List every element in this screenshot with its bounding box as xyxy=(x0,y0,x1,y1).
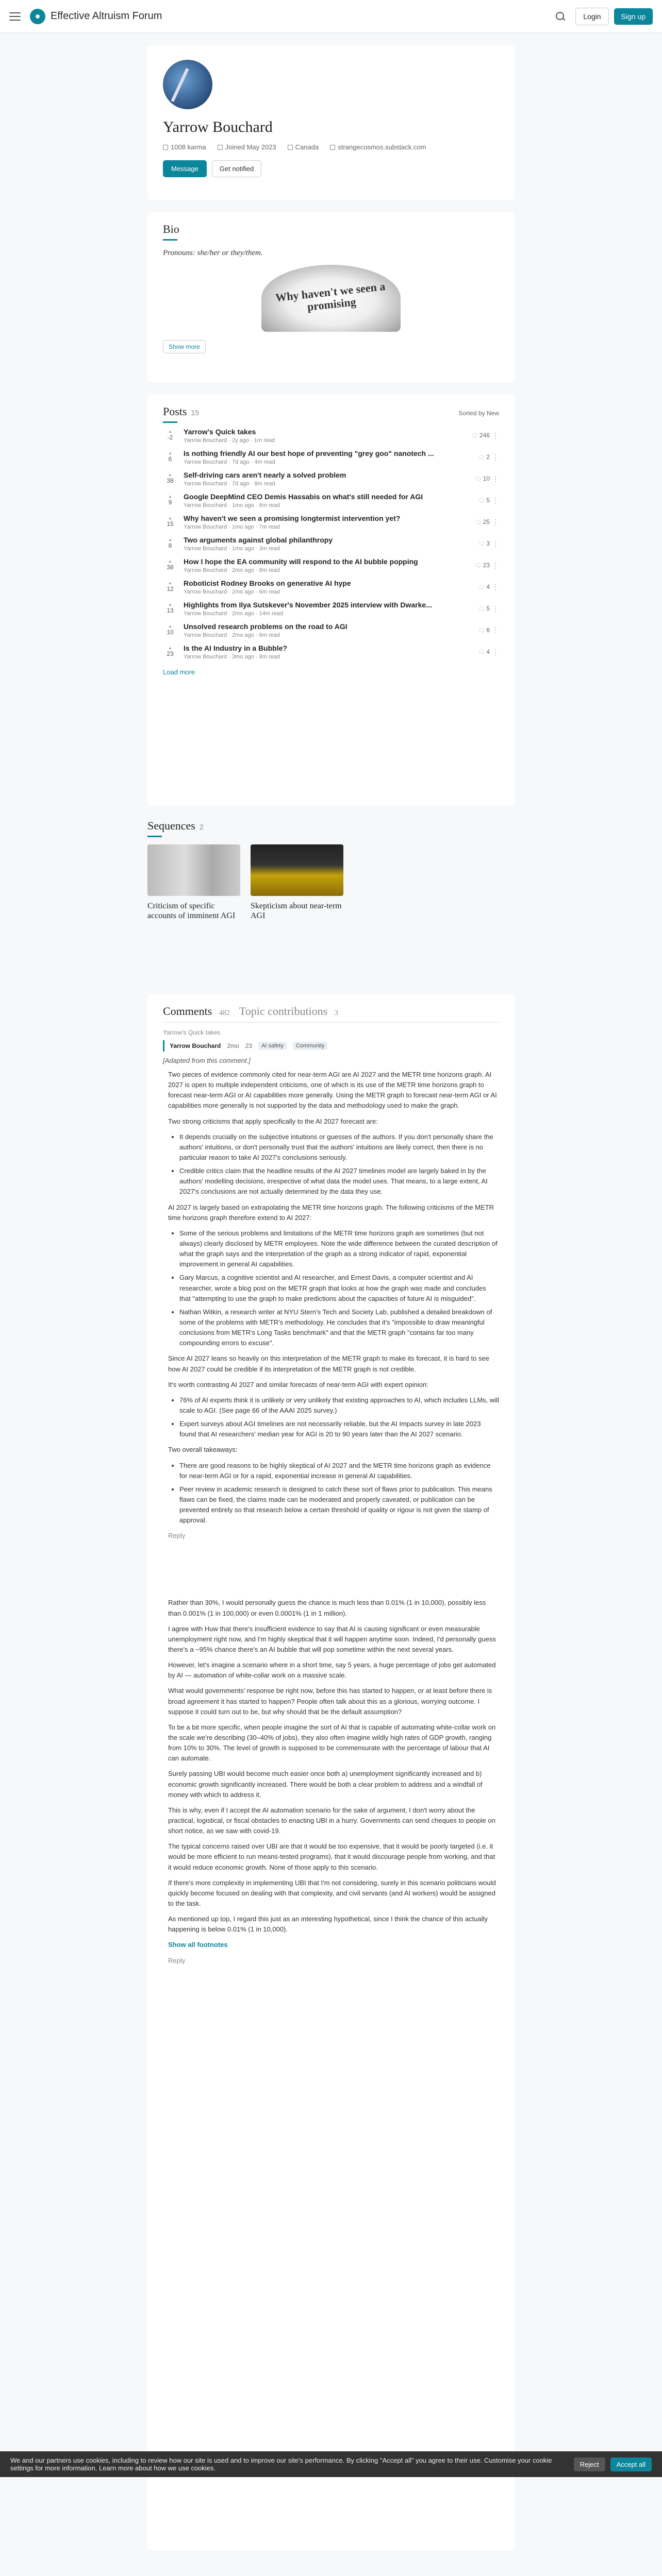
more-options-icon[interactable]: ⋮ xyxy=(492,647,499,656)
more-options-icon[interactable]: ⋮ xyxy=(492,561,499,569)
location-stat: Canada xyxy=(288,143,319,151)
post-title[interactable]: Roboticist Rodney Brooks on generative AI hype xyxy=(184,579,351,587)
post-meta: Yarrow Bouchard · 7d ago · 8m read xyxy=(184,480,275,487)
top-navigation-bar xyxy=(0,0,662,33)
cookie-banner xyxy=(0,2451,662,2477)
sort-dropdown[interactable]: Sorted by New xyxy=(458,410,499,417)
comment-paragraph: Two overall takeaways: xyxy=(168,1446,238,1454)
bio-title: Bio xyxy=(163,223,179,235)
comment-paragraph: Two strong criticisms that apply specifically to the AI 2027 forecast are: xyxy=(168,1117,378,1125)
sequence-card[interactable] xyxy=(147,844,240,921)
comment-list xyxy=(179,1228,499,1349)
post-karma[interactable]: ▲ 15 xyxy=(163,516,177,528)
post-meta: Yarrow Bouchard · 1mo ago · 6m read xyxy=(184,502,280,509)
comment-paragraph: It's worth contrasting AI 2027 and similar forecasts of near-term AGI with expert opinion: xyxy=(168,1380,428,1388)
comment-tagline: [Adapted from this comment.] xyxy=(163,1057,251,1064)
sequence-title: Skepticism about near-term AGI xyxy=(251,902,342,921)
post-karma[interactable]: ▲ 9 xyxy=(163,495,177,506)
signup-button[interactable]: Sign up xyxy=(614,8,653,25)
post-row[interactable] xyxy=(163,513,499,531)
sequences-title: Sequences xyxy=(147,819,195,832)
tab-topic-contributions[interactable]: Topic contributions 3 xyxy=(239,1005,338,1018)
profile-meta xyxy=(163,143,499,151)
reply-link[interactable]: Reply xyxy=(168,1532,186,1540)
tab-comments[interactable]: Comments 482 xyxy=(163,1005,230,1018)
star-icon xyxy=(163,145,168,150)
post-title[interactable]: Two arguments against global philanthropy xyxy=(184,535,333,544)
post-karma[interactable]: ▲ 10 xyxy=(163,624,177,636)
comment-list-item: • There are good reasons to be highly skeptical of AI 2027 and the METR time horizons graph as evidence for near-term AGI or for a rapid, exponential increase in general AI capabilities. xyxy=(179,1461,499,1481)
sequences-count: 2 xyxy=(199,823,204,831)
post-meta: Yarrow Bouchard · 2mo ago · 6m read xyxy=(184,632,280,638)
comment-paragraph: This is why, even if I accept the AI automation scenario for the sake of argument, I don't worry about the practical, logistical, or fiscal obstacles to enacting UBI in a hurry. Governments can send cheques to people on short notice, as we saw with covid-19. xyxy=(168,1806,495,1835)
post-karma[interactable]: ▲ 12 xyxy=(163,581,177,592)
bio-image-text: Why haven't we seen a promising xyxy=(274,279,386,313)
comment-paragraph: Surely passing UBI would become much easier once both a) unemployment significantly increased and b) economic growth significantly increased. There would be both a clear problem to address and a windfall of money with which to address it. xyxy=(168,1770,483,1799)
login-button[interactable]: Login xyxy=(575,8,608,25)
comment-context-link[interactable]: Yarrow's Quick takes xyxy=(163,1029,221,1036)
show-all-footnotes-link[interactable]: Show all footnotes xyxy=(168,1941,228,1949)
more-options-icon[interactable]: ⋮ xyxy=(492,539,499,548)
post-comment-count[interactable]: 🗨 5 xyxy=(467,497,490,504)
post-title[interactable]: How I hope the EA community will respond to the AI bubble popping xyxy=(184,557,418,566)
comment-paragraph: As mentioned up top, I regard this just as an interesting hypothetical, since I think the chance of this actually happening is below 0.01% (1 in 10,000). xyxy=(168,1915,488,1934)
comment-paragraph: What would governments' response be right now, before this has started to happen, or at least before there is broad agreement it has started to happen? People often talk about this as a glorious, worrying outcome. I suppose it could turn out to be, but why should that be the default assumption? xyxy=(168,1687,492,1716)
post-comment-count[interactable]: 🗨 2 xyxy=(467,453,490,461)
get-notified-button[interactable]: Get notified xyxy=(212,160,262,177)
comment-list-item: • 76% of AI experts think it is unlikely or very unlikely that existing approaches to AI, which includes LLMs, will scale to AGI. (See page 66 of the AAAI 2025 survey.) xyxy=(179,1395,499,1416)
post-comment-count[interactable]: 🗨 246 xyxy=(467,432,490,439)
post-title[interactable]: Unsolved research problems on the road to AGI xyxy=(184,622,347,631)
post-row[interactable] xyxy=(163,621,499,639)
more-options-icon[interactable]: ⋮ xyxy=(492,625,499,634)
post-comment-count[interactable]: 🗨 5 xyxy=(467,605,490,612)
load-more-link[interactable]: Load more xyxy=(163,668,195,676)
comment-paragraph: However, let's imagine a scenario where in a short time, say 5 years, a huge percentage of jobs get automated by AI — automation of white-collar work on a massive scale. xyxy=(168,1661,496,1680)
post-meta: Yarrow Bouchard · 2mo ago · 6m read xyxy=(184,588,280,595)
post-title[interactable]: Is nothing friendly AI our best hope of preventing "grey goo" nanotech ... xyxy=(184,449,434,457)
site-logo-icon[interactable]: ● xyxy=(30,9,45,24)
post-meta: Yarrow Bouchard · 2y ago · 1m read xyxy=(184,437,275,444)
show-more-button[interactable]: Show more xyxy=(163,340,206,353)
comment-tag[interactable]: AI safety xyxy=(258,1042,287,1050)
more-options-icon[interactable]: ⋮ xyxy=(492,582,499,591)
post-karma[interactable]: ▲ 6 xyxy=(163,451,177,463)
profile-card xyxy=(147,45,515,200)
post-list xyxy=(163,426,499,661)
post-row[interactable] xyxy=(163,469,499,488)
post-meta: Yarrow Bouchard · 1mo ago · 7m read xyxy=(184,523,280,530)
karma-stat: 1008 karma xyxy=(163,143,206,151)
cookie-text: We and our partners use cookies, including to review how our site is used and to improve our site's performance. By clicking "Accept all" you agree to their use. Customise your cookie settings for more information. Learn more about how we use cookies. xyxy=(10,2456,552,2472)
more-options-icon[interactable]: ⋮ xyxy=(492,452,499,461)
post-row[interactable] xyxy=(163,448,499,466)
post-row[interactable] xyxy=(163,534,499,553)
comments-section xyxy=(147,994,515,2550)
post-meta: Yarrow Bouchard · 2mo ago · 14m read xyxy=(184,610,283,617)
post-meta: Yarrow Bouchard · 7d ago · 4m read xyxy=(184,459,275,465)
comment-body xyxy=(163,1070,499,1966)
posts-count: 15 xyxy=(191,409,200,417)
website-link[interactable]: strangecosmos.substack.com xyxy=(330,143,426,151)
comment-list xyxy=(179,1132,499,1197)
menu-icon[interactable] xyxy=(9,12,21,21)
reply-link[interactable]: Reply xyxy=(168,1956,186,1964)
divider xyxy=(163,421,177,423)
more-options-icon[interactable]: ⋮ xyxy=(492,604,499,613)
post-karma[interactable]: ▲ 38 xyxy=(163,473,177,484)
more-options-icon[interactable]: ⋮ xyxy=(492,496,499,504)
comment-paragraph: I agree with Huw that there's insufficient evidence to say that AI is causing significant or even measurable unemployment right now, and I'm highly skeptical that it will happen anytime soon. Indeed, I'd personally guess there's a ~95% chance there's an AI bubble that will pop sometime within the next several years. xyxy=(168,1624,496,1654)
site-name[interactable]: Effective Altruism Forum xyxy=(51,10,162,22)
post-meta: Yarrow Bouchard · 1mo ago · 3m read xyxy=(184,545,280,552)
more-options-icon[interactable]: ⋮ xyxy=(492,517,499,526)
comment-paragraph: To be a bit more specific, when people imagine the sort of AI that is capable of automating white-collar work on the scale we're describing (30–40% of jobs), they also often imagine wildly high rates of GDP growth, ranging from 10% to 30%. The level of growth is supposed to be commensurate with the percentage of labour that AI can automate. xyxy=(168,1723,496,1762)
link-icon xyxy=(330,145,335,150)
comment-paragraph: Rather than 30%, I would personally guess the chance is much less than 0.01% (1 in 10,000), possibly less than 0.001% (1 in 100,000) or even 0.0001% (1 in 1 million). xyxy=(168,1599,486,1617)
comment-list-item: • Nathan Witkin, a research writer at NYU Stern's Tech and Society Lab, published a detailed breakdown of some of the problems with METR's methodology. He concludes that it's "impossible to draw meaningful conclusions from METR's Long Tasks benchmark" and that the METR graph "contains far too many compounding errors to excuse". xyxy=(179,1307,499,1349)
divider xyxy=(163,239,177,241)
post-row[interactable] xyxy=(163,642,499,661)
sequence-card[interactable] xyxy=(251,844,343,921)
post-karma[interactable]: ▲ 23 xyxy=(163,646,177,657)
comment-list-item: • Some of the serious problems and limitations of the METR time horizons graph are sometimes (but not always) clearly disclosed by METR employees. Note the wide difference between the curated description of what the graph says and the interpretation of the graph as a strong indicator of rapid, exponential improvement in general AI capabilities. xyxy=(179,1228,499,1270)
profile-name: Yarrow Bouchard xyxy=(163,118,273,135)
bio-text: Pronouns: she/her or they/them. xyxy=(163,249,263,257)
comment-paragraph: Since AI 2027 leans so heavily on this interpretation of the METR graph to make its forecast, it is hard to see how AI 2027 could be credible if its interpretation of the METR graph is not credible. xyxy=(168,1354,489,1373)
comment-header xyxy=(163,1040,499,1052)
divider xyxy=(147,836,162,837)
comment-time: 2mo xyxy=(227,1042,239,1049)
location-icon xyxy=(288,145,293,150)
comment-list-item: • Expert surveys about AGI timelines are not necessarily reliable, but the AI Impacts survey in late 2023 found that AI researchers' median year for AGI is 20 to 90 years later than the AI 2027 scenario. xyxy=(179,1419,499,1439)
message-button[interactable]: Message xyxy=(163,160,207,177)
more-options-icon[interactable]: ⋮ xyxy=(492,431,499,439)
posts-title: Posts xyxy=(163,405,187,418)
comment-list-item: • Gary Marcus, a cognitive scientist and AI researcher, and Ernest Davis, a computer scientist and AI researcher, wrote a blog post on the METR graph that looks at how the graph was made and concludes that "attempting to use the graph to make predictions about the capacities of future AI is misguided". xyxy=(179,1273,499,1303)
search-icon[interactable] xyxy=(555,11,566,22)
comment-paragraph: The typical concerns raised over UBI are that it would be too expensive, that it would be poorly targeted (i.e. it would be more efficient to run means-tested programs), that it would discourage people from working, and that it would reduce economic growth. None of those apply to this scenario. xyxy=(168,1842,495,1871)
post-title[interactable]: Yarrow's Quick takes xyxy=(184,427,256,436)
sequence-image xyxy=(251,844,343,896)
post-comment-count[interactable]: 🗨 4 xyxy=(467,583,490,590)
post-karma[interactable]: ▲ 13 xyxy=(163,603,177,614)
post-comment-count[interactable]: 🗨 6 xyxy=(467,626,490,634)
comment-list-item: • It depends crucially on the subjective intuitions or guesses of the authors. If you don't personally share the authors' intuitions, or don't personally trust that the authors' intuitions are likely correct, then there is no particular reason to take AI 2027's conclusions seriously. xyxy=(179,1132,499,1163)
post-comment-count[interactable]: 🗨 23 xyxy=(467,562,490,569)
accept-cookies-button[interactable]: Accept all xyxy=(610,2458,652,2471)
post-row[interactable] xyxy=(163,578,499,596)
comment-paragraph: If there's more complexity in implementing UBI that I'm not considering, surely in this scenario politicians would quickly become focused on dealing with that complexity, and civil servants (and AI workers) would be assigned to the task. xyxy=(168,1878,496,1907)
comment-tag[interactable]: Community xyxy=(293,1042,328,1050)
post-comment-count[interactable]: 🗨 3 xyxy=(467,540,490,547)
post-title[interactable]: Google DeepMind CEO Demis Hassabis on what's still needed for AGI xyxy=(184,492,423,501)
post-meta: Yarrow Bouchard · 2mo ago · 8m read xyxy=(184,567,280,573)
post-title[interactable]: Why haven't we seen a promising longtermist intervention yet? xyxy=(184,514,401,522)
bio-section xyxy=(147,212,515,382)
post-karma[interactable]: ▲ 38 xyxy=(163,560,177,571)
sequences-section xyxy=(147,819,515,984)
post-row[interactable] xyxy=(163,426,499,445)
comment-list xyxy=(179,1395,499,1440)
sequence-title: Criticism of specific accounts of imminent AGI xyxy=(147,902,236,921)
bio-image xyxy=(261,265,401,332)
posts-section xyxy=(147,395,515,806)
comment-list xyxy=(179,1461,499,1526)
post-title[interactable]: Self-driving cars aren't nearly a solved problem xyxy=(184,470,346,479)
post-karma[interactable]: ▲ -2 xyxy=(163,430,177,441)
comment-author[interactable]: Yarrow Bouchard xyxy=(170,1042,221,1049)
post-karma[interactable]: ▲ 8 xyxy=(163,538,177,549)
post-title[interactable]: Highlights from Ilya Sutskever's November 2025 interview with Dwarke... xyxy=(184,600,432,609)
post-comment-count[interactable]: 🗨 10 xyxy=(467,475,490,482)
post-row[interactable] xyxy=(163,491,499,510)
joined-stat: Joined May 2023 xyxy=(218,143,276,151)
post-title[interactable]: Is the AI Industry in a Bubble? xyxy=(184,643,287,652)
comment-karma: 23 xyxy=(245,1042,253,1049)
more-options-icon[interactable]: ⋮ xyxy=(492,474,499,483)
calendar-icon xyxy=(218,145,223,150)
post-row[interactable] xyxy=(163,556,499,574)
comment-paragraph: AI 2027 is largely based on extrapolating the METR time horizons graph. The following criticisms of the METR time horizons graph therefore extend to AI 2027: xyxy=(168,1203,494,1222)
divider xyxy=(163,1022,499,1023)
comment-list-item: • Credible critics claim that the headline results of the AI 2027 timelines model are largely baked in by the authors' modelling decisions, irrespective of what data the model uses. That means, to a large extent, AI 2027's conclusions are not actually determined by the data they use. xyxy=(179,1166,499,1197)
post-comment-count[interactable]: 🗨 4 xyxy=(467,648,490,655)
post-comment-count[interactable]: 🗨 25 xyxy=(467,518,490,526)
post-row[interactable] xyxy=(163,599,499,618)
post-meta: Yarrow Bouchard · 3mo ago · 8m read xyxy=(184,653,280,660)
reject-cookies-button[interactable]: Reject xyxy=(574,2458,605,2471)
comment-list-item: • Peer review in academic research is designed to catch these sort of flaws prior to publication. This means flaws can be fixed, the claims made can be moderated and properly caveated, or publication can be prevented entirely so that research below a certain threshold of quality or rigour is not given the stamp of approval. xyxy=(179,1484,499,1526)
comment-paragraph: Two pieces of evidence commonly cited for near-term AGI are AI 2027 and the METR time horizons graph. AI 2027 is open to multiple independent criticisms, one of which is its use of the METR time horizons graph to forecast near-term AGI or AI capabilities more generally. Using the METR graph to forecast near-term AGI or AI capabilities more generally is not supported by the data and methodology used to make the graph. xyxy=(168,1071,497,1110)
avatar xyxy=(163,60,212,109)
sequence-image xyxy=(147,844,240,896)
